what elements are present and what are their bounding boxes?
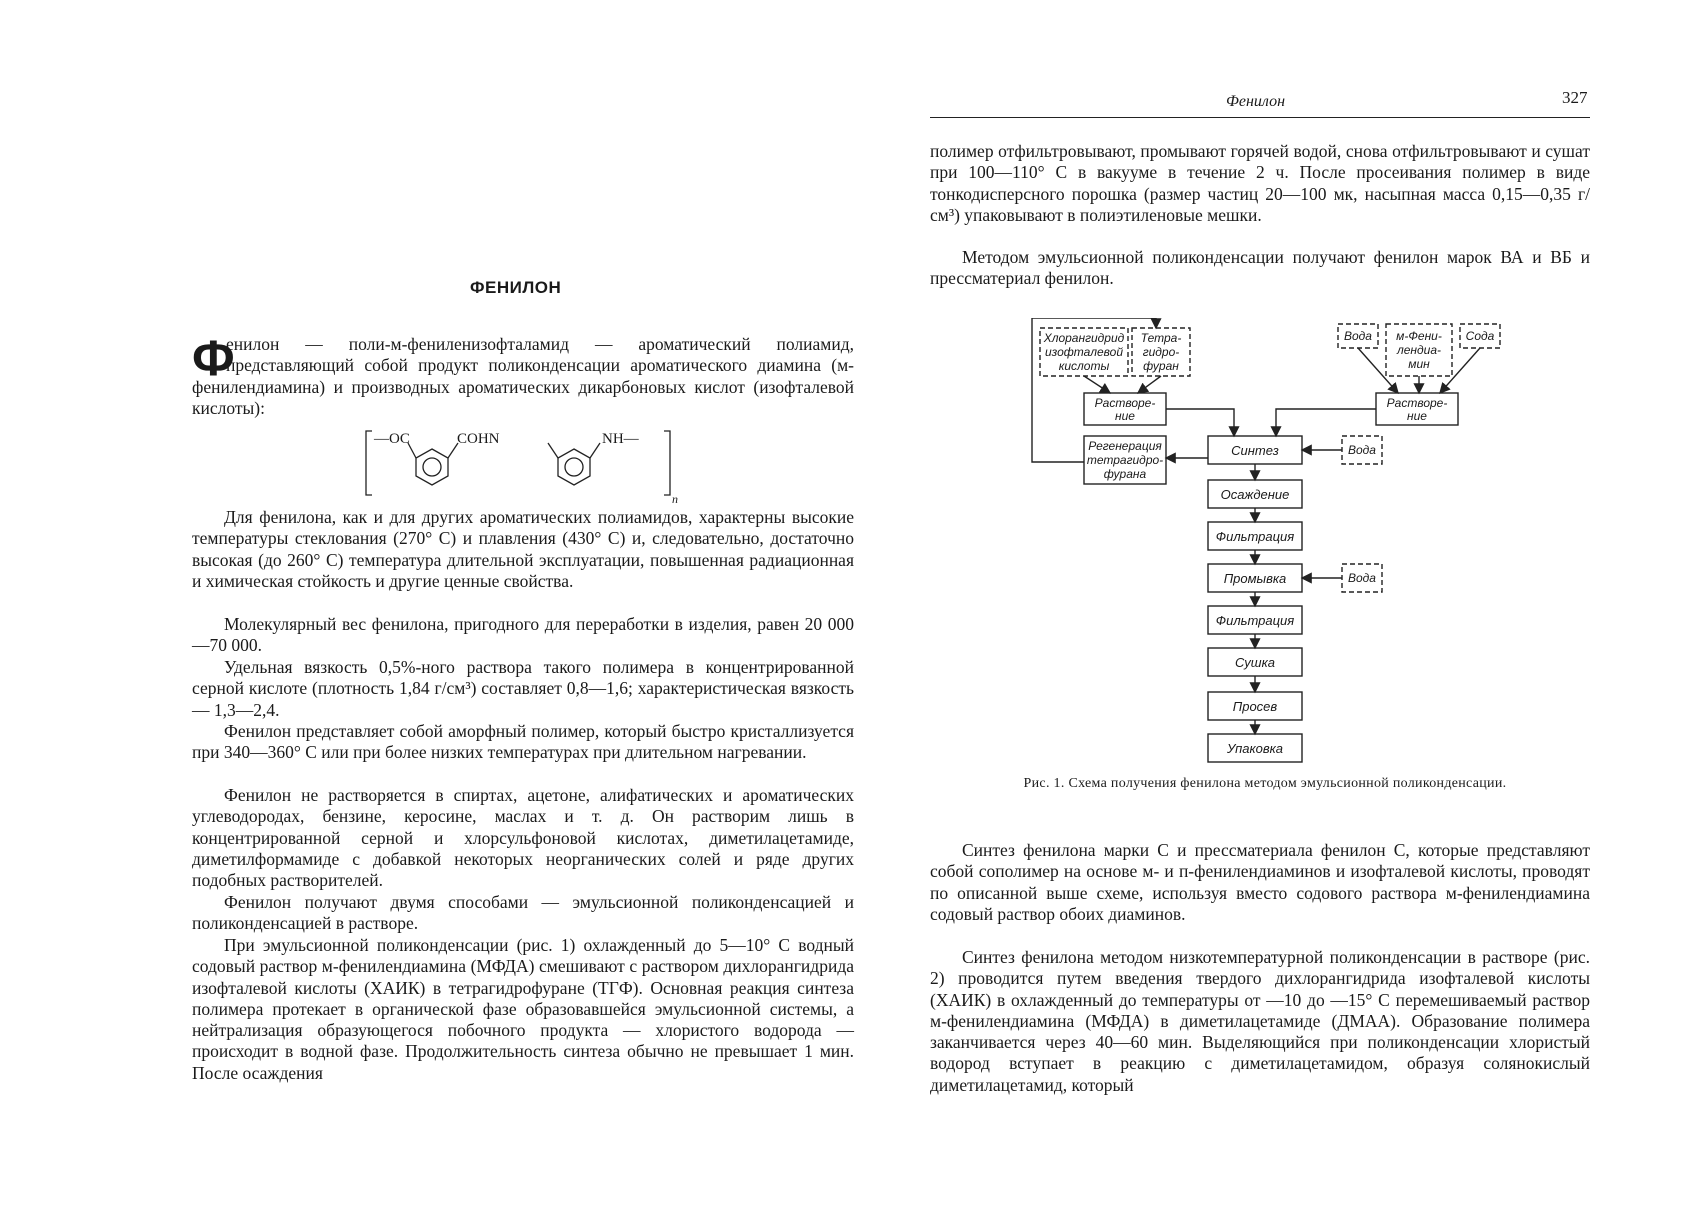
paragraph: Фенилон представляет собой аморфный полимер, который быстро кристаллизуется при 340—360° С или при более низких температурах при длительном нагревании. — [192, 721, 854, 763]
header-rule — [930, 117, 1590, 118]
box-water-synth: Вода — [1348, 443, 1376, 457]
box-dissolve-left-2: ние — [1115, 409, 1135, 423]
paragraph: полимер отфильтровывают, промывают горячей водой, снова отфильтровывают и сушат при 100—110° С в вакууме в течение 2 ч. После просеивания полимер в виде тонкодисперсного порошка (размер частиц 20—100 мк, насыпная масса 0,15—0,35 г/см³) упаковывают в полиэтиленовые мешки. — [930, 141, 1590, 225]
box-tgf-2: гидро- — [1142, 345, 1180, 359]
box-soda: Сода — [1465, 329, 1495, 343]
box-regen-2: тетрагидро- — [1086, 453, 1164, 467]
figure-caption: Рис. 1. Схема получения фенилона методом эмульсионной поликонденсации. — [1023, 776, 1507, 791]
box-dissolve-right-1: Растворе- — [1386, 396, 1448, 410]
article-title: ФЕНИЛОН — [470, 278, 562, 297]
step-packing: Упаковка — [1226, 741, 1284, 756]
box-mfda-2: лендиа- — [1396, 343, 1442, 357]
page-number: 327 — [1562, 88, 1588, 107]
paragraph: Синтез фенилона марки С и прессматериала фенилон С, которые представляют собой сополимер на основе м- и п-фенилендиаминов и изофталевой кислоты, проводят по описанной выше схеме, используя вместо содового раствора м-фенилендиамина содовый раствор обоих диаминов. — [930, 840, 1590, 924]
paragraph: Методом эмульсионной поликонденсации получают фенилон марок ВА и ВБ и прессматериал фенилон. — [930, 247, 1590, 289]
paragraph: Фенилон получают двумя способами — эмульсионной поликонденсацией и поликонденсацией в растворе. — [192, 892, 854, 934]
step-filtration-1: Фильтрация — [1215, 529, 1295, 544]
box-haik-2: изофталевой — [1044, 345, 1124, 359]
dropcap-spacer — [192, 334, 226, 374]
paragraph: Удельная вязкость 0,5%-ного раствора такого полимера в концентрированной серной кислоте (плотность 1,84 г/см³) составляет 0,8—1,6; характеристическая вязкость — 1,3—2,4. — [192, 657, 854, 720]
step-synthesis: Синтез — [1231, 443, 1279, 458]
formula-part-3: NH— — [602, 431, 639, 447]
box-regen-3: фурана — [1103, 467, 1147, 481]
box-water-wash: Вода — [1348, 571, 1376, 585]
box-tgf-1: Тетра- — [1140, 331, 1182, 345]
chemical-formula — [362, 425, 682, 505]
step-washing: Промывка — [1223, 571, 1287, 586]
step-precipitation: Осаждение — [1220, 487, 1290, 502]
step-filtration-2: Фильтрация — [1215, 613, 1295, 628]
paragraph: Для фенилона, как и для других ароматических полиамидов, характерны высокие температуры стеклования (270° С) и плавления (430° С) и, следовательно, достаточно высокая (до 260° С) температура длительной эксплуатации, повышенная радиационная и химическая стойкость и другие ценные свойства. — [192, 507, 854, 591]
box-haik-1: Хлорангидрид — [1043, 331, 1125, 345]
paragraph: Фенилон не растворяется в спиртах, ацетоне, алифатических и ароматических углеводородах, бензине, керосине, маслах и т. д. Он растворим лишь в концентрированной серной и хлорсульфоновой кислотах, диметилацетамиде, диметилформамиде с добавкой некоторых неорганических солей и ряде других подобных растворителей. — [192, 785, 854, 891]
paragraph: При эмульсионной поликонденсации (рис. 1) охлажденный до 5—10° С водный содовый раствор м-фенилендиамина (МФДА) смешивают с раствором дихлорангидрида изофталевой кислоты (ХАИК) в тетрагидрофуране (ТГФ). Основная реакция синтеза полимера протекает в органической фазе образовавшейся эмульсионной системы, а нейтрализация образующегося побочного продукта — хлористого водорода — происходит в водной фазе. Продолжительность синтеза обычно не превышает 1 мин. После осаждения — [192, 935, 854, 1083]
intro-paragraph: енилон — поли-м-фениленизофталамид — ароматический полиамид, представляющий собой продукт поликонденсации ароматического диамина (м-фенилендиамина) и производных ароматических дикарбоновых кислот (изофталевой кислоты): — [192, 334, 854, 418]
box-mfda-3: мин — [1408, 357, 1430, 371]
running-title: Фенилон — [1226, 93, 1286, 110]
formula-part-2: COHN — [457, 431, 500, 447]
box-dissolve-left-1: Растворе- — [1094, 396, 1156, 410]
box-mfda-1: м-Фени- — [1396, 329, 1442, 343]
paragraph: Синтез фенилона методом низкотемпературной поликонденсации в растворе (рис. 2) проводится путем введения твердого дихлорангидрида изофталевой кислоты (ХАИК) в охлажденный до температуры от —10 до —15° С перемешиваемый раствор м-фенилендиамина (МФДА) в диметилацетамиде (ДМАА). Образование полимера заканчивается через 40—60 мин. Выделяющийся при поликонденсации хлористый водород вступает в реакцию с диметилацетамидом, образуя солянокислый диметилацетамид, который — [930, 947, 1590, 1095]
formula-part-1: —OC — [374, 431, 410, 447]
step-drying: Сушка — [1235, 655, 1275, 670]
box-water-top: Вода — [1344, 329, 1372, 343]
box-haik-3: кислоты — [1058, 359, 1110, 373]
drop-cap: Ф — [192, 330, 235, 386]
box-dissolve-right-2: ние — [1407, 409, 1427, 423]
step-sieving: Просев — [1232, 699, 1278, 714]
box-tgf-3: фуран — [1143, 359, 1179, 373]
box-regen-1: Регенерация — [1088, 439, 1162, 453]
formula-subscript: n — [672, 492, 678, 505]
process-diagram — [1020, 318, 1520, 768]
paragraph: Молекулярный вес фенилона, пригодного для переработки в изделия, равен 20 000—70 000. — [192, 614, 854, 656]
